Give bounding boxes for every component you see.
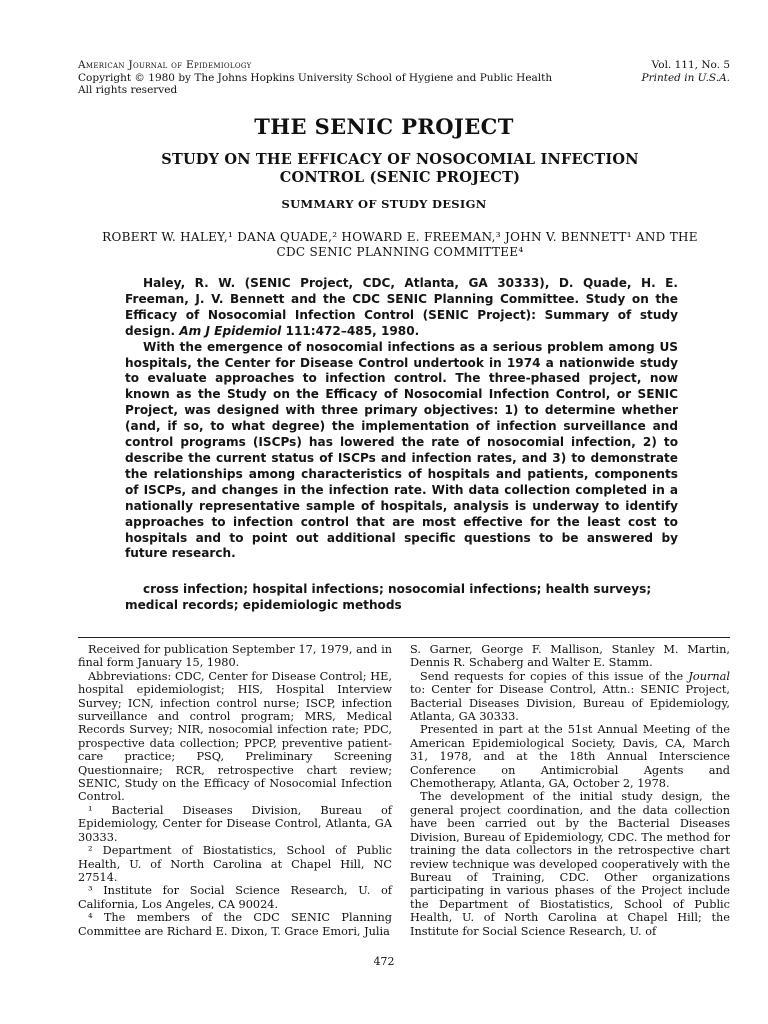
received-note: Received for publication September 17, 1979, and in final form January 15, 1980. xyxy=(78,643,392,670)
copyright-line: Copyright © 1980 by The Johns Hopkins University School of Hygiene and Public Health xyxy=(78,71,553,84)
citation-journal: Am J Epidemiol xyxy=(179,323,282,338)
committee-continued: S. Garner, George F. Mallison, Stanley M. Martin, Dennis R. Schaberg and Walter E. Stamm. xyxy=(410,643,730,670)
reprint-journal: Journal xyxy=(688,669,730,683)
reprint-text-start: Send requests for copies of this issue of the xyxy=(420,669,689,683)
section-divider xyxy=(78,637,730,638)
development-note: The development of the initial study design, the general project coordination, and the data collection have been carried out by the Bacterial Diseases Division, Bureau of Epidemiology, CDC. The method for training the data collectors in the retrospective chart review technique was developed cooperatively with the Bureau of Training, CDC. Other organizations participating in various phases of the Project include the Department of Biostatistics, School of Public Health, U. of North Carolina at Chapel Hill; the Institute for Social Science Research, U. of xyxy=(410,790,730,938)
abstract xyxy=(125,276,678,562)
footnote-4: ⁴ The members of the CDC SENIC Planning Committee are Richard E. Dixon, T. Grace Emori, Julia xyxy=(78,911,392,938)
authors-line-2: CDC SENIC PLANNING COMMITTEE⁴ xyxy=(276,245,524,259)
journal-info xyxy=(78,59,598,97)
citation-detail: 111:472–485, 1980. xyxy=(281,323,420,338)
presentation-note: Presented in part at the 51st Annual Meeting of the American Epidemiological Society, Davis, CA, March 31, 1978, and at the 18th Annual Interscience Conference on Antimicrobial Agents and Chemotherapy, Atlanta, GA, October 2, 1978. xyxy=(410,723,730,791)
reprint-text-end: to: Center for Disease Control, Attn.: SENIC Project, Bacterial Diseases Division, Bureau of Epidemiology, Atlanta, GA 30333. xyxy=(410,683,730,724)
footnote-1: ¹ Bacterial Diseases Division, Bureau of Epidemiology, Center for Disease Control, Atlanta, GA 30333. xyxy=(78,803,392,844)
footnote-3: ³ Institute for Social Science Research, U. of California, Los Angeles, CA 90024. xyxy=(78,884,392,911)
citation-text: Haley, R. W. (SENIC Project, CDC, Atlanta, GA 30333), D. Quade, H. E. Freeman, J. V. Bennett and the CDC SENIC Planning Committee. Study on the Efficacy of Nosocomial Infection Control (SENIC Project): Summary of study design. xyxy=(125,276,678,338)
article-title: THE SENIC PROJECT xyxy=(254,114,514,139)
rights-line: All rights reserved xyxy=(78,84,178,96)
authors-line-1: ROBERT W. HALEY,¹ DANA QUADE,² HOWARD E. FREEMAN,³ JOHN V. BENNETT¹ AND THE xyxy=(102,230,698,244)
subtitle-line-2: CONTROL (SENIC PROJECT) xyxy=(279,169,521,186)
reprint-requests xyxy=(410,670,730,724)
author-list xyxy=(80,230,720,260)
footnote-2: ² Department of Biostatistics, School of Public Health, U. of North Carolina at Chapel Hill, NC 27514. xyxy=(78,844,392,884)
summary-heading: SUMMARY OF STUDY DESIGN xyxy=(281,197,487,211)
abstract-citation xyxy=(125,276,678,340)
abbreviations-note: Abbreviations: CDC, Center for Disease Control; HE, hospital epidemiologist; HIS, Hospital Interview Survey; ICN, infection control nurse; ISCP, infection surveillance and control program; MRS, Medical Records Survey; NIR, nosocomial infection rate; PDC, prospective data collection; PPCP, preventive patient-care practice; PSQ, Preliminary Screening Questionnaire; RCR, retrospective chart review; SENIC, Study on the Efficacy of Nosocomial Infection Control. xyxy=(78,669,392,804)
issue-info xyxy=(642,59,730,84)
left-column-footnotes xyxy=(78,643,392,938)
journal-name: American Journal of Epidemiology xyxy=(78,59,252,71)
keywords xyxy=(125,582,678,614)
volume-number: Vol. 111, No. 5 xyxy=(651,59,730,71)
subtitle-line-1: STUDY ON THE EFFICACY OF NOSOCOMIAL INFECTION xyxy=(161,151,639,168)
printed-location: Printed in U.S.A. xyxy=(641,71,730,84)
right-column-footnotes xyxy=(410,643,730,938)
article-subtitle xyxy=(120,151,680,187)
keywords-text: cross infection; hospital infections; nosocomial infections; health surveys; medical records; epidemiologic methods xyxy=(125,582,652,612)
page-number: 472 xyxy=(373,955,395,968)
abstract-body: With the emergence of nosocomial infections as a serious problem among US hospitals, the Center for Disease Control undertook in 1974 a nationwide study to evaluate approaches to infection control. The three-phased project, now known as the Study on the Efficacy of Nosocomial Infection Control, or SENIC Project, was designed with three primary objectives: 1) to determine whether (and, if so, to what degree) the implementation of infection surveillance and control programs (ISCPs) has lowered the rate of nosocomial infection, 2) to describe the current status of ISCPs and infection rates, and 3) to demonstrate the relationships among characteristics of hospitals and patients, components of ISCPs, and changes in the infection rate. With data collection completed in a nationally representative sample of hospitals, analysis is underway to identify approaches to infection control that are most effective for the least cost to hospitals and to point out additional specific questions to be answered by future research. xyxy=(125,339,678,561)
